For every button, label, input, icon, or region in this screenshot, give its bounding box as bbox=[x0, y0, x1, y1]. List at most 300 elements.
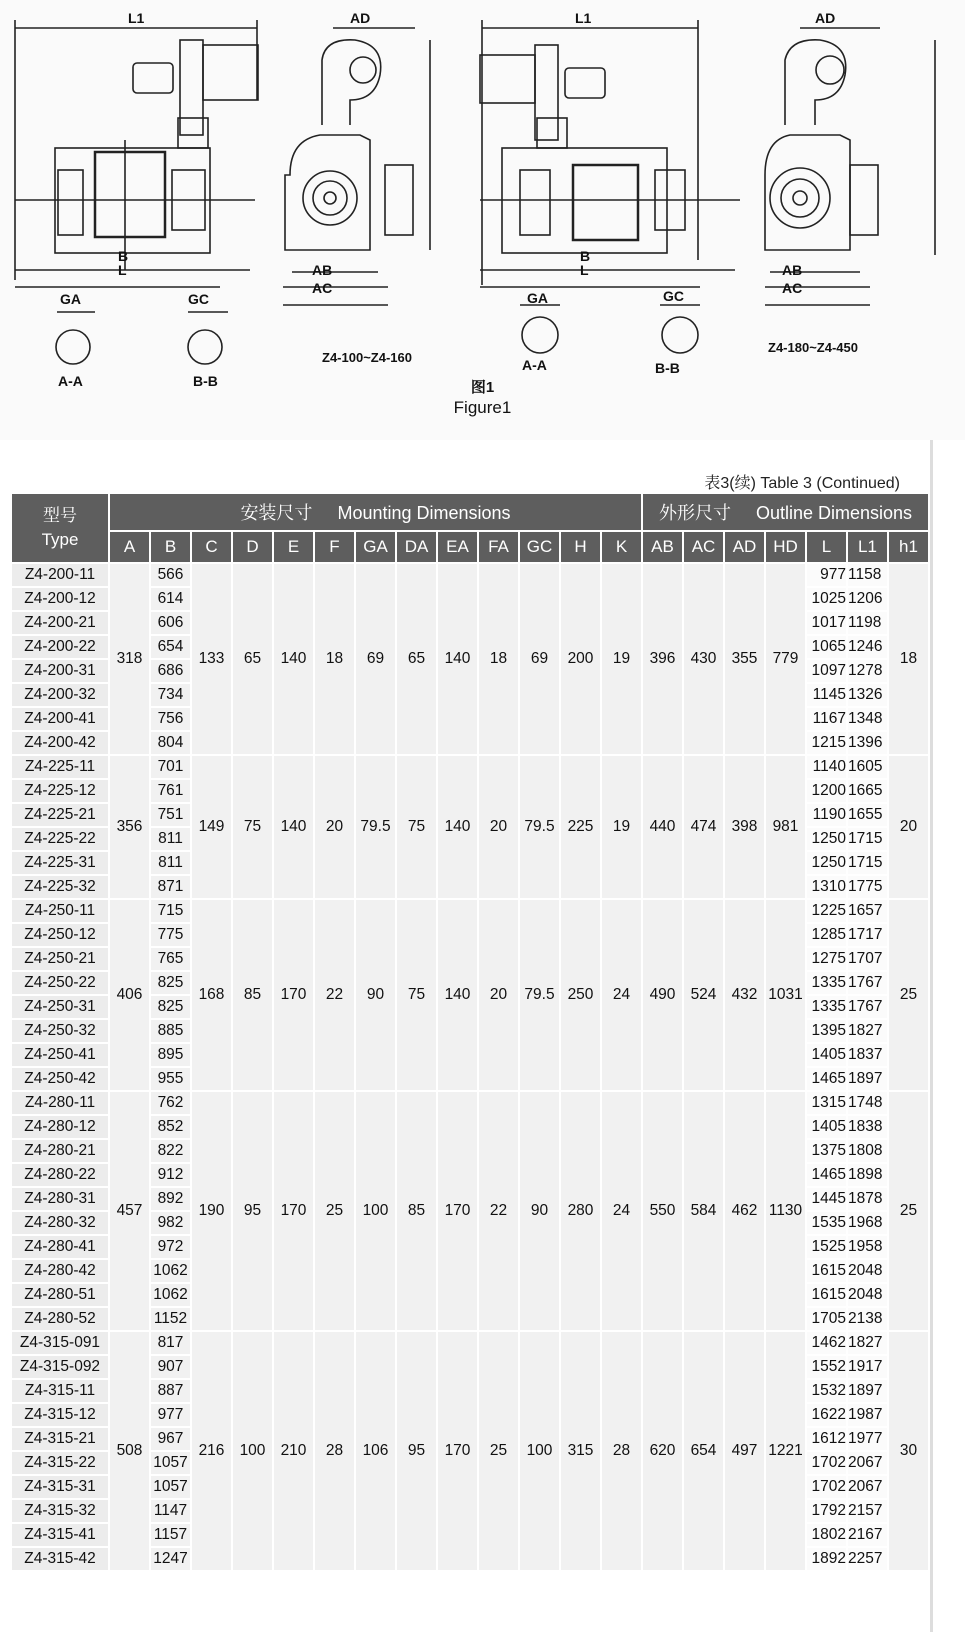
cell-da: 75 bbox=[397, 900, 436, 1090]
cell-l: 1535 bbox=[807, 1212, 846, 1234]
cell-ga: 90 bbox=[356, 900, 395, 1090]
mounting-header-cn: 安装尺寸 bbox=[240, 503, 313, 523]
cell-b: 907 bbox=[151, 1356, 190, 1378]
cell-l1: 1837 bbox=[848, 1044, 887, 1066]
cell-l: 1225 bbox=[807, 900, 846, 922]
cell-l: 1705 bbox=[807, 1308, 846, 1330]
column-header-e: E bbox=[274, 532, 313, 562]
cell-hd: 1221 bbox=[766, 1332, 805, 1570]
cell-d: 85 bbox=[233, 900, 272, 1090]
cell-l: 1285 bbox=[807, 924, 846, 946]
dim-label-l: L bbox=[118, 262, 127, 278]
column-header-ab: AB bbox=[643, 532, 682, 562]
cell-ab: 620 bbox=[643, 1332, 682, 1570]
cell-ac: 430 bbox=[684, 564, 723, 754]
cell-b: 715 bbox=[151, 900, 190, 922]
cell-b: 765 bbox=[151, 948, 190, 970]
cell-b: 1152 bbox=[151, 1308, 190, 1330]
cell-ea: 170 bbox=[438, 1092, 477, 1330]
cell-a: 318 bbox=[110, 564, 149, 754]
cell-fa: 22 bbox=[479, 1092, 518, 1330]
right-side-view bbox=[480, 20, 935, 353]
cell-l1: 1897 bbox=[848, 1380, 887, 1402]
column-header-ea: EA bbox=[438, 532, 477, 562]
cell-gc: 100 bbox=[520, 1332, 559, 1570]
cell-d: 95 bbox=[233, 1092, 272, 1330]
section-label-gc-right: GC bbox=[663, 288, 684, 304]
cell-l: 1612 bbox=[807, 1428, 846, 1450]
cell-b: 822 bbox=[151, 1140, 190, 1162]
cell-l: 1017 bbox=[807, 612, 846, 634]
cell-c: 168 bbox=[192, 900, 231, 1090]
cell-l1: 2167 bbox=[848, 1524, 887, 1546]
cell-l: 1097 bbox=[807, 660, 846, 682]
column-header-hd: HD bbox=[766, 532, 805, 562]
cell-b: 811 bbox=[151, 828, 190, 850]
dim-label-b: B bbox=[118, 248, 129, 264]
type-cell: Z4-315-091 bbox=[12, 1332, 108, 1354]
type-cell: Z4-280-21 bbox=[12, 1140, 108, 1162]
column-header-l1: L1 bbox=[848, 532, 887, 562]
dim-label-ac-right: AC bbox=[782, 280, 803, 296]
type-cell: Z4-200-42 bbox=[12, 732, 108, 754]
cell-ea: 140 bbox=[438, 900, 477, 1090]
cell-hd: 1130 bbox=[766, 1092, 805, 1330]
cell-b: 1247 bbox=[151, 1548, 190, 1570]
type-cell: Z4-250-41 bbox=[12, 1044, 108, 1066]
type-cell: Z4-280-11 bbox=[12, 1092, 108, 1114]
cell-h1: 20 bbox=[889, 756, 928, 898]
type-cell: Z4-225-21 bbox=[12, 804, 108, 826]
cell-l: 1445 bbox=[807, 1188, 846, 1210]
cell-b: 756 bbox=[151, 708, 190, 730]
table-row bbox=[12, 1332, 928, 1354]
section-bb-label-right: B-B bbox=[655, 360, 680, 376]
cell-b: 912 bbox=[151, 1164, 190, 1186]
column-header-gc: GC bbox=[520, 532, 559, 562]
cell-l1: 1246 bbox=[848, 636, 887, 658]
cell-ga: 69 bbox=[356, 564, 395, 754]
mounting-dimensions-header bbox=[110, 494, 641, 530]
cell-k: 19 bbox=[602, 756, 641, 898]
cell-da: 85 bbox=[397, 1092, 436, 1330]
cell-b: 686 bbox=[151, 660, 190, 682]
dim-label-l-right: L bbox=[580, 262, 589, 278]
column-header-k: K bbox=[602, 532, 641, 562]
column-header-h: H bbox=[561, 532, 600, 562]
cell-l: 1335 bbox=[807, 996, 846, 1018]
cell-h1: 30 bbox=[889, 1332, 928, 1570]
cell-hd: 981 bbox=[766, 756, 805, 898]
cell-b: 614 bbox=[151, 588, 190, 610]
cell-l1: 1958 bbox=[848, 1236, 887, 1258]
cell-l1: 1348 bbox=[848, 708, 887, 730]
table-row bbox=[12, 564, 928, 586]
type-cell: Z4-315-12 bbox=[12, 1404, 108, 1426]
dim-label-l1-right: L1 bbox=[575, 10, 592, 26]
cell-e: 140 bbox=[274, 756, 313, 898]
type-cell: Z4-315-11 bbox=[12, 1380, 108, 1402]
cell-l: 1532 bbox=[807, 1380, 846, 1402]
cell-l1: 1657 bbox=[848, 900, 887, 922]
type-cell: Z4-315-31 bbox=[12, 1476, 108, 1498]
type-cell: Z4-200-32 bbox=[12, 684, 108, 706]
cell-d: 75 bbox=[233, 756, 272, 898]
cell-h: 225 bbox=[561, 756, 600, 898]
cell-a: 508 bbox=[110, 1332, 149, 1570]
cell-l1: 1715 bbox=[848, 852, 887, 874]
cell-l: 1892 bbox=[807, 1548, 846, 1570]
type-cell: Z4-280-51 bbox=[12, 1284, 108, 1306]
type-cell: Z4-315-32 bbox=[12, 1500, 108, 1522]
cell-d: 100 bbox=[233, 1332, 272, 1570]
cell-l: 1395 bbox=[807, 1020, 846, 1042]
cell-b: 825 bbox=[151, 996, 190, 1018]
cell-da: 95 bbox=[397, 1332, 436, 1570]
cell-b: 762 bbox=[151, 1092, 190, 1114]
cell-c: 149 bbox=[192, 756, 231, 898]
cell-l: 1622 bbox=[807, 1404, 846, 1426]
section-bb-label: B-B bbox=[193, 373, 218, 389]
cell-ab: 396 bbox=[643, 564, 682, 754]
cell-l1: 1917 bbox=[848, 1356, 887, 1378]
cell-b: 852 bbox=[151, 1116, 190, 1138]
column-header-ga: GA bbox=[356, 532, 395, 562]
cell-f: 28 bbox=[315, 1332, 354, 1570]
cell-l: 1167 bbox=[807, 708, 846, 730]
range-label-right: Z4-180~Z4-450 bbox=[768, 340, 858, 355]
cell-l: 1615 bbox=[807, 1260, 846, 1282]
left-side-view bbox=[15, 20, 430, 364]
column-header-a: A bbox=[110, 532, 149, 562]
cell-b: 811 bbox=[151, 852, 190, 874]
cell-b: 972 bbox=[151, 1236, 190, 1258]
table-row bbox=[12, 756, 928, 778]
table-row bbox=[12, 900, 928, 922]
cell-ga: 100 bbox=[356, 1092, 395, 1330]
cell-l1: 2048 bbox=[848, 1260, 887, 1282]
cell-b: 955 bbox=[151, 1068, 190, 1090]
cell-ad: 355 bbox=[725, 564, 764, 754]
type-cell: Z4-250-42 bbox=[12, 1068, 108, 1090]
cell-hd: 779 bbox=[766, 564, 805, 754]
cell-b: 885 bbox=[151, 1020, 190, 1042]
cell-ad: 462 bbox=[725, 1092, 764, 1330]
cell-ac: 474 bbox=[684, 756, 723, 898]
type-cell: Z4-225-22 bbox=[12, 828, 108, 850]
cell-a: 406 bbox=[110, 900, 149, 1090]
cell-l: 1065 bbox=[807, 636, 846, 658]
type-cell: Z4-280-31 bbox=[12, 1188, 108, 1210]
type-cell: Z4-315-21 bbox=[12, 1428, 108, 1450]
type-cell: Z4-280-41 bbox=[12, 1236, 108, 1258]
cell-l: 1792 bbox=[807, 1500, 846, 1522]
column-header-f: F bbox=[315, 532, 354, 562]
cell-l1: 1827 bbox=[848, 1332, 887, 1354]
type-cell: Z4-280-52 bbox=[12, 1308, 108, 1330]
cell-ad: 432 bbox=[725, 900, 764, 1090]
cell-da: 75 bbox=[397, 756, 436, 898]
cell-l: 1405 bbox=[807, 1044, 846, 1066]
cell-l: 1315 bbox=[807, 1092, 846, 1114]
cell-e: 170 bbox=[274, 900, 313, 1090]
cell-b: 817 bbox=[151, 1332, 190, 1354]
table-body bbox=[12, 564, 928, 1570]
cell-f: 22 bbox=[315, 900, 354, 1090]
cell-l1: 2048 bbox=[848, 1284, 887, 1306]
cell-ab: 490 bbox=[643, 900, 682, 1090]
cell-l: 1405 bbox=[807, 1116, 846, 1138]
cell-ga: 79.5 bbox=[356, 756, 395, 898]
cell-l: 1465 bbox=[807, 1068, 846, 1090]
table-row bbox=[12, 1092, 928, 1114]
cell-l1: 2157 bbox=[848, 1500, 887, 1522]
cell-ea: 140 bbox=[438, 564, 477, 754]
cell-hd: 1031 bbox=[766, 900, 805, 1090]
cell-l: 1552 bbox=[807, 1356, 846, 1378]
cell-b: 606 bbox=[151, 612, 190, 634]
cell-l: 1525 bbox=[807, 1236, 846, 1258]
type-cell: Z4-225-11 bbox=[12, 756, 108, 778]
cell-l1: 1748 bbox=[848, 1092, 887, 1114]
cell-l: 1702 bbox=[807, 1476, 846, 1498]
cell-l1: 1977 bbox=[848, 1428, 887, 1450]
type-cell: Z4-250-21 bbox=[12, 948, 108, 970]
cell-b: 895 bbox=[151, 1044, 190, 1066]
cell-b: 775 bbox=[151, 924, 190, 946]
motor-drawings bbox=[0, 0, 965, 440]
cell-l: 1335 bbox=[807, 972, 846, 994]
cell-l: 1375 bbox=[807, 1140, 846, 1162]
cell-ad: 497 bbox=[725, 1332, 764, 1570]
outline-header-en: Outline Dimensions bbox=[755, 503, 913, 523]
cell-c: 133 bbox=[192, 564, 231, 754]
cell-l1: 1158 bbox=[848, 564, 887, 586]
table-caption: 表3(续) Table 3 (Continued) bbox=[704, 475, 900, 492]
type-cell: Z4-200-12 bbox=[12, 588, 108, 610]
cell-l: 1275 bbox=[807, 948, 846, 970]
cell-gc: 90 bbox=[520, 1092, 559, 1330]
cell-ga: 106 bbox=[356, 1332, 395, 1570]
cell-l1: 1767 bbox=[848, 996, 887, 1018]
cell-k: 28 bbox=[602, 1332, 641, 1570]
cell-ac: 524 bbox=[684, 900, 723, 1090]
dim-label-ad: AD bbox=[350, 10, 371, 26]
cell-ac: 654 bbox=[684, 1332, 723, 1570]
cell-l1: 1968 bbox=[848, 1212, 887, 1234]
cell-ac: 584 bbox=[684, 1092, 723, 1330]
dim-label-ac: AC bbox=[312, 280, 333, 296]
dimension-figure bbox=[0, 0, 965, 440]
cell-l1: 1278 bbox=[848, 660, 887, 682]
cell-l1: 1206 bbox=[848, 588, 887, 610]
cell-l: 1615 bbox=[807, 1284, 846, 1306]
cell-b: 1062 bbox=[151, 1284, 190, 1306]
cell-l: 1200 bbox=[807, 780, 846, 802]
type-header-en: Type bbox=[41, 530, 79, 549]
type-header bbox=[12, 494, 108, 562]
cell-b: 1147 bbox=[151, 1500, 190, 1522]
cell-e: 170 bbox=[274, 1092, 313, 1330]
type-header-cn: 型号 bbox=[43, 506, 77, 525]
column-header-l: L bbox=[807, 532, 846, 562]
cell-l1: 1878 bbox=[848, 1188, 887, 1210]
cell-l: 1702 bbox=[807, 1452, 846, 1474]
type-cell: Z4-250-32 bbox=[12, 1020, 108, 1042]
cell-ea: 140 bbox=[438, 756, 477, 898]
figure-caption-en: Figure1 bbox=[453, 398, 512, 417]
type-cell: Z4-250-31 bbox=[12, 996, 108, 1018]
type-cell: Z4-280-32 bbox=[12, 1212, 108, 1234]
cell-b: 1157 bbox=[151, 1524, 190, 1546]
cell-fa: 20 bbox=[479, 900, 518, 1090]
cell-ab: 440 bbox=[643, 756, 682, 898]
cell-l1: 1396 bbox=[848, 732, 887, 754]
type-cell: Z4-200-21 bbox=[12, 612, 108, 634]
type-cell: Z4-315-42 bbox=[12, 1548, 108, 1570]
cell-fa: 18 bbox=[479, 564, 518, 754]
type-cell: Z4-280-22 bbox=[12, 1164, 108, 1186]
column-header-row bbox=[12, 532, 928, 562]
cell-l1: 1838 bbox=[848, 1116, 887, 1138]
section-label-ga: GA bbox=[60, 291, 81, 307]
type-cell: Z4-315-092 bbox=[12, 1356, 108, 1378]
outline-dimensions-header bbox=[643, 494, 928, 530]
dim-label-l1: L1 bbox=[128, 10, 145, 26]
column-header-d: D bbox=[233, 532, 272, 562]
cell-f: 18 bbox=[315, 564, 354, 754]
cell-b: 825 bbox=[151, 972, 190, 994]
cell-b: 871 bbox=[151, 876, 190, 898]
cell-a: 457 bbox=[110, 1092, 149, 1330]
cell-h: 315 bbox=[561, 1332, 600, 1570]
type-cell: Z4-280-42 bbox=[12, 1260, 108, 1282]
cell-f: 20 bbox=[315, 756, 354, 898]
section-aa-label: A-A bbox=[58, 373, 83, 389]
cell-a: 356 bbox=[110, 756, 149, 898]
section-aa-label-right: A-A bbox=[522, 357, 547, 373]
dimension-table bbox=[10, 492, 930, 1572]
cell-l1: 1987 bbox=[848, 1404, 887, 1426]
column-header-fa: FA bbox=[479, 532, 518, 562]
cell-l1: 1898 bbox=[848, 1164, 887, 1186]
dim-label-b-right: B bbox=[580, 248, 591, 264]
cell-d: 65 bbox=[233, 564, 272, 754]
cell-k: 24 bbox=[602, 1092, 641, 1330]
cell-b: 977 bbox=[151, 1404, 190, 1426]
cell-l1: 1707 bbox=[848, 948, 887, 970]
type-cell: Z4-315-22 bbox=[12, 1452, 108, 1474]
type-cell: Z4-250-12 bbox=[12, 924, 108, 946]
cell-l1: 1775 bbox=[848, 876, 887, 898]
cell-h: 250 bbox=[561, 900, 600, 1090]
cell-l: 1250 bbox=[807, 828, 846, 850]
cell-l: 1145 bbox=[807, 684, 846, 706]
cell-k: 19 bbox=[602, 564, 641, 754]
cell-l: 1215 bbox=[807, 732, 846, 754]
cell-l1: 1767 bbox=[848, 972, 887, 994]
cell-b: 804 bbox=[151, 732, 190, 754]
cell-b: 1057 bbox=[151, 1476, 190, 1498]
cell-l1: 1605 bbox=[848, 756, 887, 778]
cell-l1: 1717 bbox=[848, 924, 887, 946]
column-header-c: C bbox=[192, 532, 231, 562]
cell-l1: 1198 bbox=[848, 612, 887, 634]
figure-caption-cn: 图1 bbox=[470, 379, 495, 396]
cell-l1: 2067 bbox=[848, 1452, 887, 1474]
section-label-gc: GC bbox=[188, 291, 209, 307]
cell-l1: 1897 bbox=[848, 1068, 887, 1090]
mounting-header-en: Mounting Dimensions bbox=[337, 503, 511, 523]
cell-l: 1140 bbox=[807, 756, 846, 778]
cell-h: 200 bbox=[561, 564, 600, 754]
cell-da: 65 bbox=[397, 564, 436, 754]
cell-l: 1462 bbox=[807, 1332, 846, 1354]
type-cell: Z4-200-31 bbox=[12, 660, 108, 682]
dim-label-ab: AB bbox=[312, 262, 333, 278]
cell-l: 977 bbox=[807, 564, 846, 586]
page-edge bbox=[930, 440, 933, 1632]
cell-k: 24 bbox=[602, 900, 641, 1090]
cell-gc: 79.5 bbox=[520, 756, 559, 898]
cell-l: 1190 bbox=[807, 804, 846, 826]
cell-b: 734 bbox=[151, 684, 190, 706]
outline-header-cn: 外形尺寸 bbox=[658, 503, 731, 523]
cell-l1: 2067 bbox=[848, 1476, 887, 1498]
cell-l1: 1827 bbox=[848, 1020, 887, 1042]
cell-l: 1250 bbox=[807, 852, 846, 874]
column-header-h1: h1 bbox=[889, 532, 928, 562]
section-label-ga-right: GA bbox=[527, 290, 548, 306]
cell-l: 1025 bbox=[807, 588, 846, 610]
cell-l1: 2257 bbox=[848, 1548, 887, 1570]
type-cell: Z4-225-31 bbox=[12, 852, 108, 874]
column-header-ad: AD bbox=[725, 532, 764, 562]
cell-b: 892 bbox=[151, 1188, 190, 1210]
cell-h: 280 bbox=[561, 1092, 600, 1330]
cell-b: 654 bbox=[151, 636, 190, 658]
cell-b: 751 bbox=[151, 804, 190, 826]
cell-ab: 550 bbox=[643, 1092, 682, 1330]
type-cell: Z4-200-41 bbox=[12, 708, 108, 730]
type-cell: Z4-200-11 bbox=[12, 564, 108, 586]
cell-b: 967 bbox=[151, 1428, 190, 1450]
cell-fa: 25 bbox=[479, 1332, 518, 1570]
cell-c: 216 bbox=[192, 1332, 231, 1570]
cell-l1: 1326 bbox=[848, 684, 887, 706]
cell-l1: 1715 bbox=[848, 828, 887, 850]
cell-l: 1465 bbox=[807, 1164, 846, 1186]
column-header-b: B bbox=[151, 532, 190, 562]
type-cell: Z4-250-22 bbox=[12, 972, 108, 994]
cell-h1: 25 bbox=[889, 900, 928, 1090]
cell-gc: 79.5 bbox=[520, 900, 559, 1090]
cell-l: 1310 bbox=[807, 876, 846, 898]
column-header-da: DA bbox=[397, 532, 436, 562]
type-cell: Z4-250-11 bbox=[12, 900, 108, 922]
cell-ad: 398 bbox=[725, 756, 764, 898]
cell-b: 1057 bbox=[151, 1452, 190, 1474]
cell-ea: 170 bbox=[438, 1332, 477, 1570]
column-header-ac: AC bbox=[684, 532, 723, 562]
cell-h1: 18 bbox=[889, 564, 928, 754]
cell-e: 210 bbox=[274, 1332, 313, 1570]
type-cell: Z4-315-41 bbox=[12, 1524, 108, 1546]
cell-b: 887 bbox=[151, 1380, 190, 1402]
cell-l1: 1655 bbox=[848, 804, 887, 826]
cell-c: 190 bbox=[192, 1092, 231, 1330]
type-cell: Z4-200-22 bbox=[12, 636, 108, 658]
